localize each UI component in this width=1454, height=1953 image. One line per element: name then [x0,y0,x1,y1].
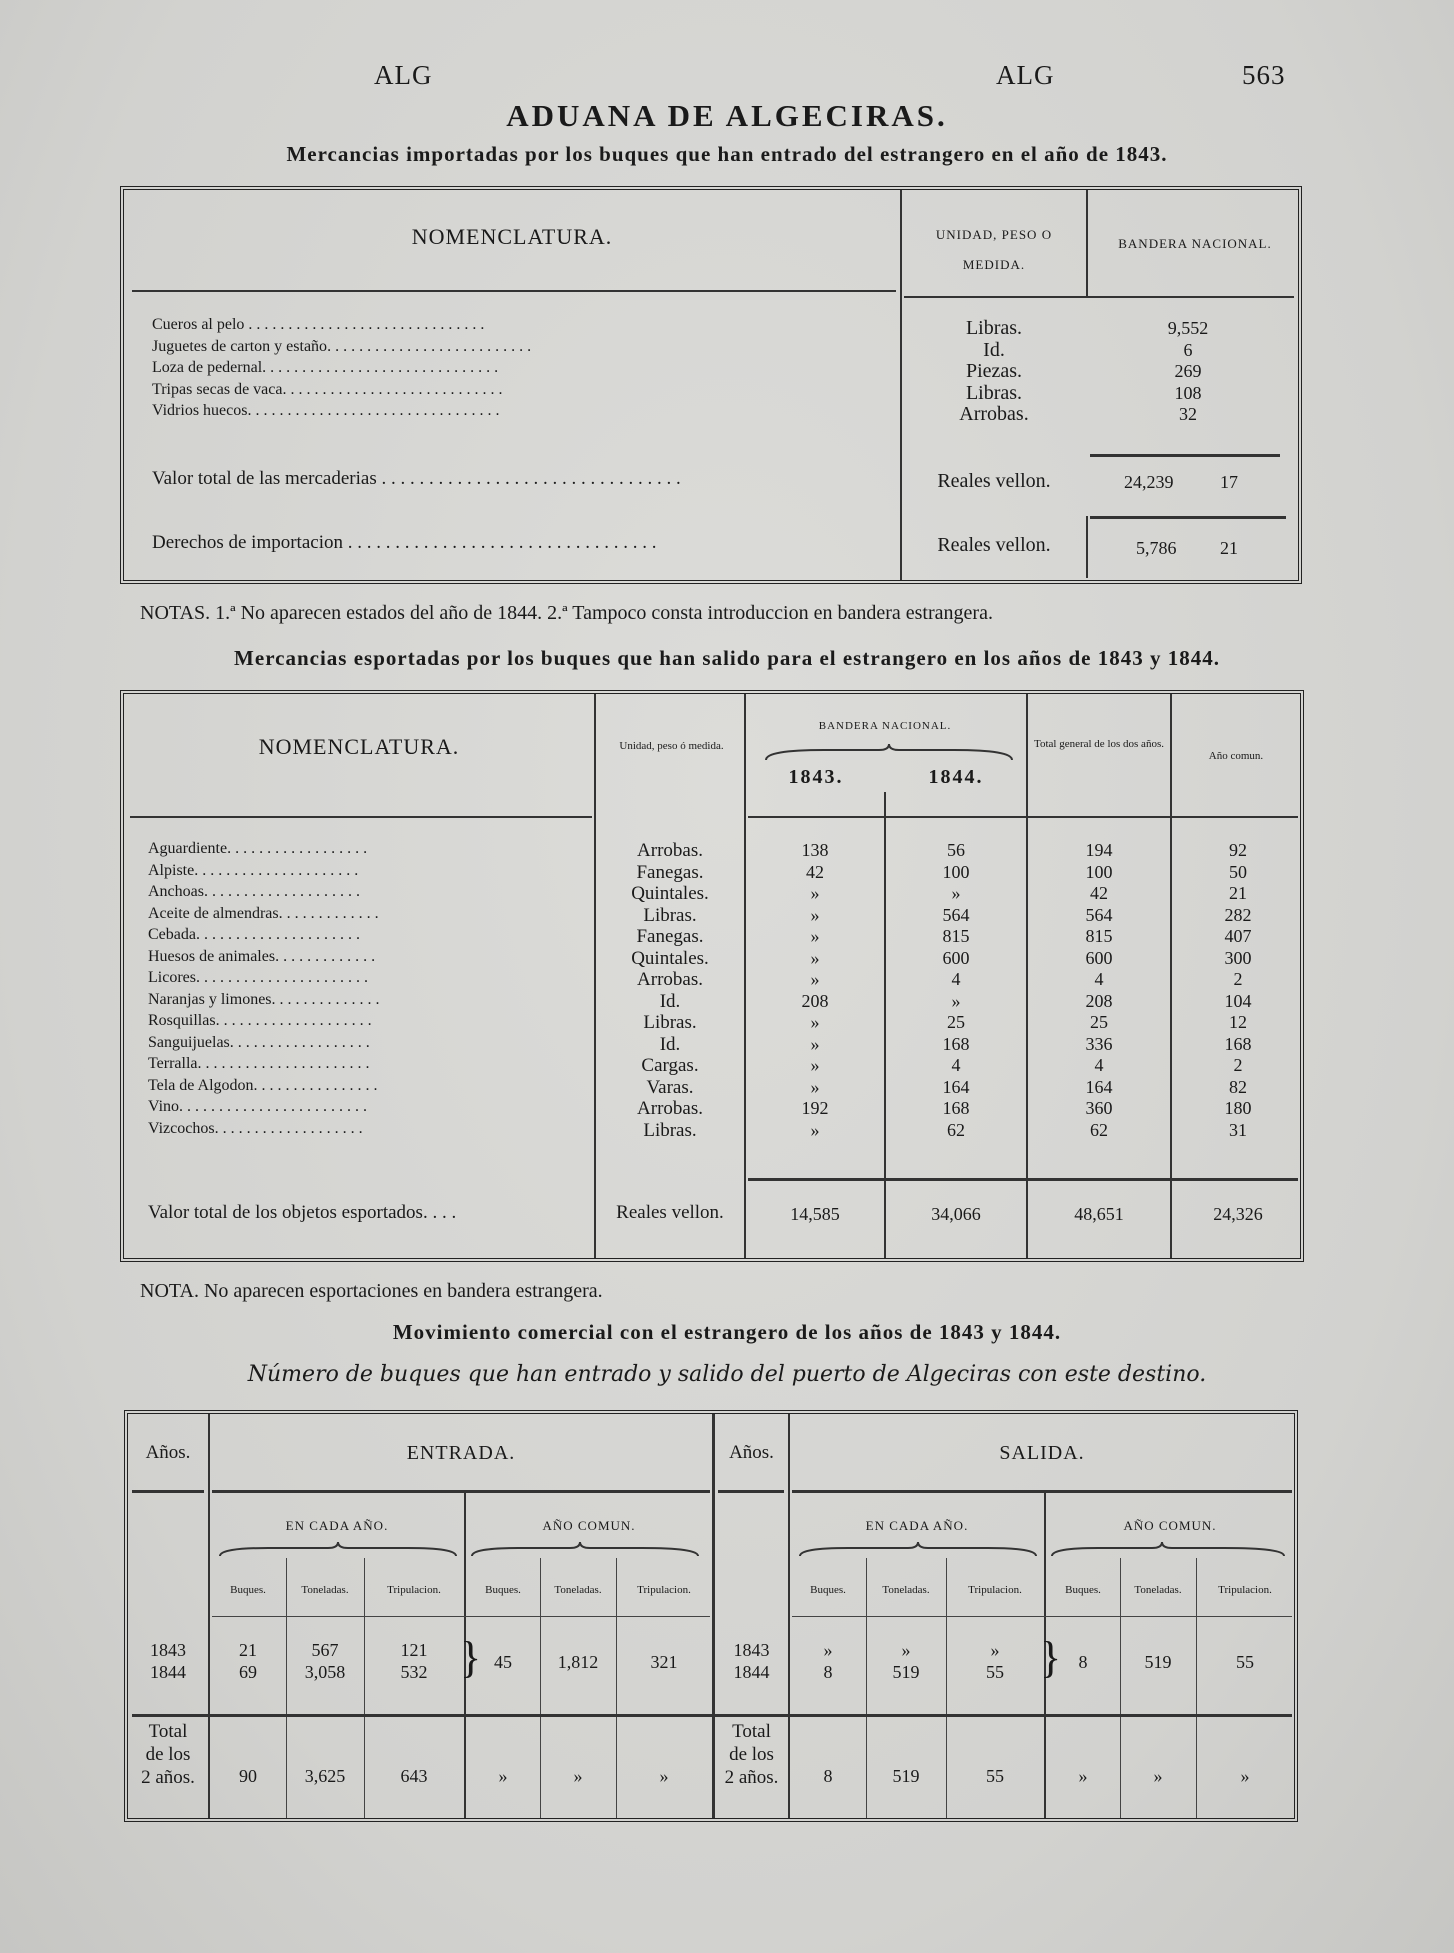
table-row: Alpiste. . . . . . . . . . . . . . . . . . . . . [148,861,359,879]
mv-e-cada-ano: EN CADA AÑO. [285,1518,389,1533]
export-names [148,838,592,1139]
mv-sc-total-tripulacion: » [1240,1766,1250,1786]
mv-e-toneladas: Toneladas. [301,1584,349,1596]
mv-sc-toneladas: Toneladas. [1134,1584,1182,1596]
mv-sc-buques-val: 8 [1078,1652,1088,1672]
movement-table [124,1410,1298,1822]
mv-ec-total-toneladas: » [573,1766,583,1786]
table-row: Anchoas. . . . . . . . . . . . . . . . . . . . [148,883,360,900]
mv-s-tripulacion-vals: » 55 [986,1640,1004,1682]
mv-rule-salida [792,1490,1292,1493]
mv-e-buques: Buques. [230,1584,266,1596]
notes-import: NOTAS. 1.ª No aparecen estados del año de 1844. 2.ª Tampoco consta introduccion en bandera estrangera. [140,602,993,624]
mv-s-total-tripulacion: 55 [986,1766,1004,1786]
table-row: Rosquillas. . . . . . . . . . . . . . . . . . . . [148,1012,372,1029]
mv-e-total-buques: 90 [239,1766,257,1786]
import-col-bandera: BANDERA NACIONAL. [1118,236,1272,251]
mv-s-cada-ano: EN CADA AÑO. [865,1518,969,1533]
table-row: Aceite de almendras. . . . . . . . . . . . . [148,904,379,922]
mv-s-total-buques: 8 [823,1766,833,1786]
import-units: Libras. Id. Piezas. Libras. Arrobas. [959,318,1029,425]
page-title: ADUANA DE ALGECIRAS. [506,98,948,133]
mv-rule-entrada [212,1490,710,1493]
mv-s-brace: } [1040,1633,1062,1682]
import-total-rule [1090,454,1280,457]
export-total-values: 194 100 42 564 815 600 4 208 25 336 4 164 360 62 [1085,840,1113,1140]
import-names [152,314,892,422]
mv-ec-buques: Buques. [485,1584,521,1596]
mv-s-buques: Buques. [810,1584,846,1596]
table-row: Huesos de animales. . . . . . . . . . . . . [148,947,376,965]
mv-e-tripulacion-vals: 121 532 [400,1640,428,1682]
table-row: Tela de Algodon. . . . . . . . . . . . . . . . [148,1076,378,1094]
mv-anos-salida: Años. [729,1442,774,1463]
import-divider-1 [900,190,902,580]
import-header-rule [132,290,896,292]
mv-ec-buques-val: 45 [494,1652,512,1672]
mv-sc-toneladas-val: 519 [1144,1652,1172,1672]
mv-ec-toneladas-val: 1,812 [557,1652,599,1672]
export-total-unit: Reales vellon. [616,1202,724,1223]
export-total-row: Valor total de los objetos esportados. . . . [148,1202,457,1223]
mv-e-ano-comun: AÑO COMUN. [542,1518,636,1533]
mv-sc-tripulacion: Tripulacion. [1218,1584,1272,1596]
movement-script-subtitle: Número de buques que han entrado y salido del puerto de Algeciras con este destino. [247,1362,1207,1387]
mv-e-toneladas-vals: 567 3,058 [304,1640,346,1682]
export-total-general: 48,651 [1074,1204,1124,1224]
mv-anos-entrada: Años. [145,1442,191,1463]
import-values: 9,552 6 269 108 32 [1167,318,1209,424]
mv-salida: SALIDA. [999,1442,1085,1464]
mv-sc-tripulacion-val: 55 [1236,1652,1254,1672]
export-col-comun: Año comun. [1208,750,1264,762]
export-total-1843: 14,585 [790,1204,840,1224]
mv-s-total-toneladas: 519 [892,1766,920,1786]
mv-ec-tripulacion: Tripulacion. [637,1584,691,1596]
export-col-unidad: Unidad, peso ó medida. [619,740,724,752]
import-table [120,186,1302,584]
export-1844-values: 56 100 » 564 815 600 4 » 25 168 4 164 168 62 [942,840,970,1140]
mv-ec-toneladas: Toneladas. [554,1584,602,1596]
import-col-unidad: UNIDAD, PESO O MEDIDA. [935,227,1053,272]
mv-e-years: 1843 1844 [150,1640,186,1682]
import-duty-rule [1090,516,1286,519]
export-table [120,690,1304,1262]
export-subtitle: Mercancias esportadas por los buques que han salido para el estrangero en los años de 1843 y 1844. [234,646,1220,670]
mv-ec-total-tripulacion: » [659,1766,669,1786]
mv-s-buques-vals: » 8 [823,1640,833,1682]
mv-total-rule [132,1714,1292,1717]
import-duties-row: Derechos de importacion . . . . . . . . . . . . . . . . . . . . . . . . . . . . . . . . . [152,532,657,553]
mv-e-total-tripulacion: 643 [400,1766,428,1786]
table-row: Vizcochos. . . . . . . . . . . . . . . . . . . [148,1119,363,1137]
import-subtitle: Mercancias importadas por los buques que han entrado del estrangero en el año de 1843. [286,142,1168,166]
export-col-nomenclatura: NOMENCLATURA. [258,734,460,759]
export-header-rule [130,816,592,818]
table-row: Aguardiente. . . . . . . . . . . . . . . . . . [148,840,368,857]
mv-s-ano-comun: AÑO COMUN. [1123,1518,1217,1533]
table-row: Sanguijuelas. . . . . . . . . . . . . . . . . . [148,1033,370,1051]
page-number: 563 [1242,60,1286,90]
import-duties-cents: 21 [1220,538,1238,558]
mv-s-years: 1843 1844 [733,1640,770,1682]
mv-entrada: ENTRADA. [406,1442,516,1464]
mv-s-toneladas-vals: » 519 [892,1640,920,1682]
mv-s-total-label: Total de los 2 años. [724,1721,779,1788]
export-total-rule [748,1178,1298,1181]
export-total-1844: 34,066 [931,1204,981,1224]
table-row: Cebada. . . . . . . . . . . . . . . . . . . . . [148,926,360,943]
table-row: Naranjas y limones. . . . . . . . . . . . . . [148,990,380,1008]
export-comun-values: 92 50 21 282 407 300 2 104 12 168 2 82 180 31 [1224,840,1252,1140]
mv-braces [218,1542,1298,1560]
mv-ec-tripulacion-val: 321 [650,1652,678,1672]
mv-e-brace: } [460,1633,482,1682]
mv-e-total-toneladas: 3,625 [304,1766,346,1786]
import-total-cents: 17 [1220,472,1238,492]
list-item: Tripas secas de vaca. . . . . . . . . . . . . . . . . . . . . . . . . . . . [152,380,503,398]
mv-divider-anos-e [208,1414,210,1818]
mv-e-tripulacion: Tripulacion. [387,1584,441,1596]
mv-sc-total-toneladas: » [1153,1766,1163,1786]
mv-sc-total-buques: » [1078,1766,1088,1786]
movement-subtitle: Movimiento comercial con el estrangero de los años de 1843 y 1844. [392,1320,1062,1344]
import-total-value: 24,239 [1124,472,1174,492]
export-col-total: Total general de los dos años. [1034,738,1164,750]
import-duty-divider [1086,516,1088,578]
list-item: Vidrios huecos. . . . . . . . . . . . . . . . . . . . . . . . . . . . . . . . [152,402,500,419]
export-brace [764,744,1014,764]
export-header-rule-2 [748,816,1298,818]
mv-sc-buques: Buques. [1065,1584,1101,1596]
table-row: Terralla. . . . . . . . . . . . . . . . . . . . . . [148,1055,370,1072]
nota-export: NOTA. No aparecen esportaciones en bandera estrangera. [140,1280,603,1302]
table-row: Licores. . . . . . . . . . . . . . . . . . . . . . [148,969,368,986]
export-col-1844: 1844. [928,766,984,788]
mv-e-buques-vals: 21 69 [239,1640,257,1682]
list-item: Juguetes de carton y estaño. . . . . . . . . . . . . . . . . . . . . . . . . . [152,337,532,355]
header-left: ALG [374,60,433,90]
table-row: Vino. . . . . . . . . . . . . . . . . . . . . . . . [148,1098,368,1115]
mv-s-toneladas: Toneladas. [882,1584,930,1596]
list-item: Cueros al pelo . . . . . . . . . . . . . . . . . . . . . . . . . . . . . . [152,316,485,333]
import-total-row: Valor total de las mercaderias . . . . . . . . . . . . . . . . . . . . . . . . . . . . . . . . [152,468,681,489]
header-center: ALG [996,60,1055,90]
import-total-unit: Reales vellon. [937,470,1051,492]
mv-e-total-label: Total de los 2 años. [141,1721,195,1788]
export-col-bandera: BANDERA NACIONAL. [818,720,952,732]
import-col-nomenclatura: NOMENCLATURA. [411,224,613,249]
export-col-1843: 1843. [788,766,844,788]
import-header-rule-2 [904,296,1294,298]
export-units: Arrobas. Fanegas. Quintales. Libras. Fanegas. Quintales. Arrobas. Id. Libras. Id. Cargas. Varas. Arrobas. Libras. [631,840,709,1141]
export-total-comun: 24,326 [1213,1204,1263,1224]
mv-s-tripulacion: Tripulacion. [968,1584,1022,1596]
mv-ec-total-buques: » [498,1766,508,1786]
export-1843-values: 138 42 » » » » » 208 » » » » 192 » [801,840,829,1140]
list-item: Loza de pedernal. . . . . . . . . . . . . . . . . . . . . . . . . . . . . . [152,359,499,376]
mv-divider-anos-s [788,1414,790,1818]
import-duties-value: 5,786 [1136,538,1177,558]
import-duties-unit: Reales vellon. [937,534,1051,556]
